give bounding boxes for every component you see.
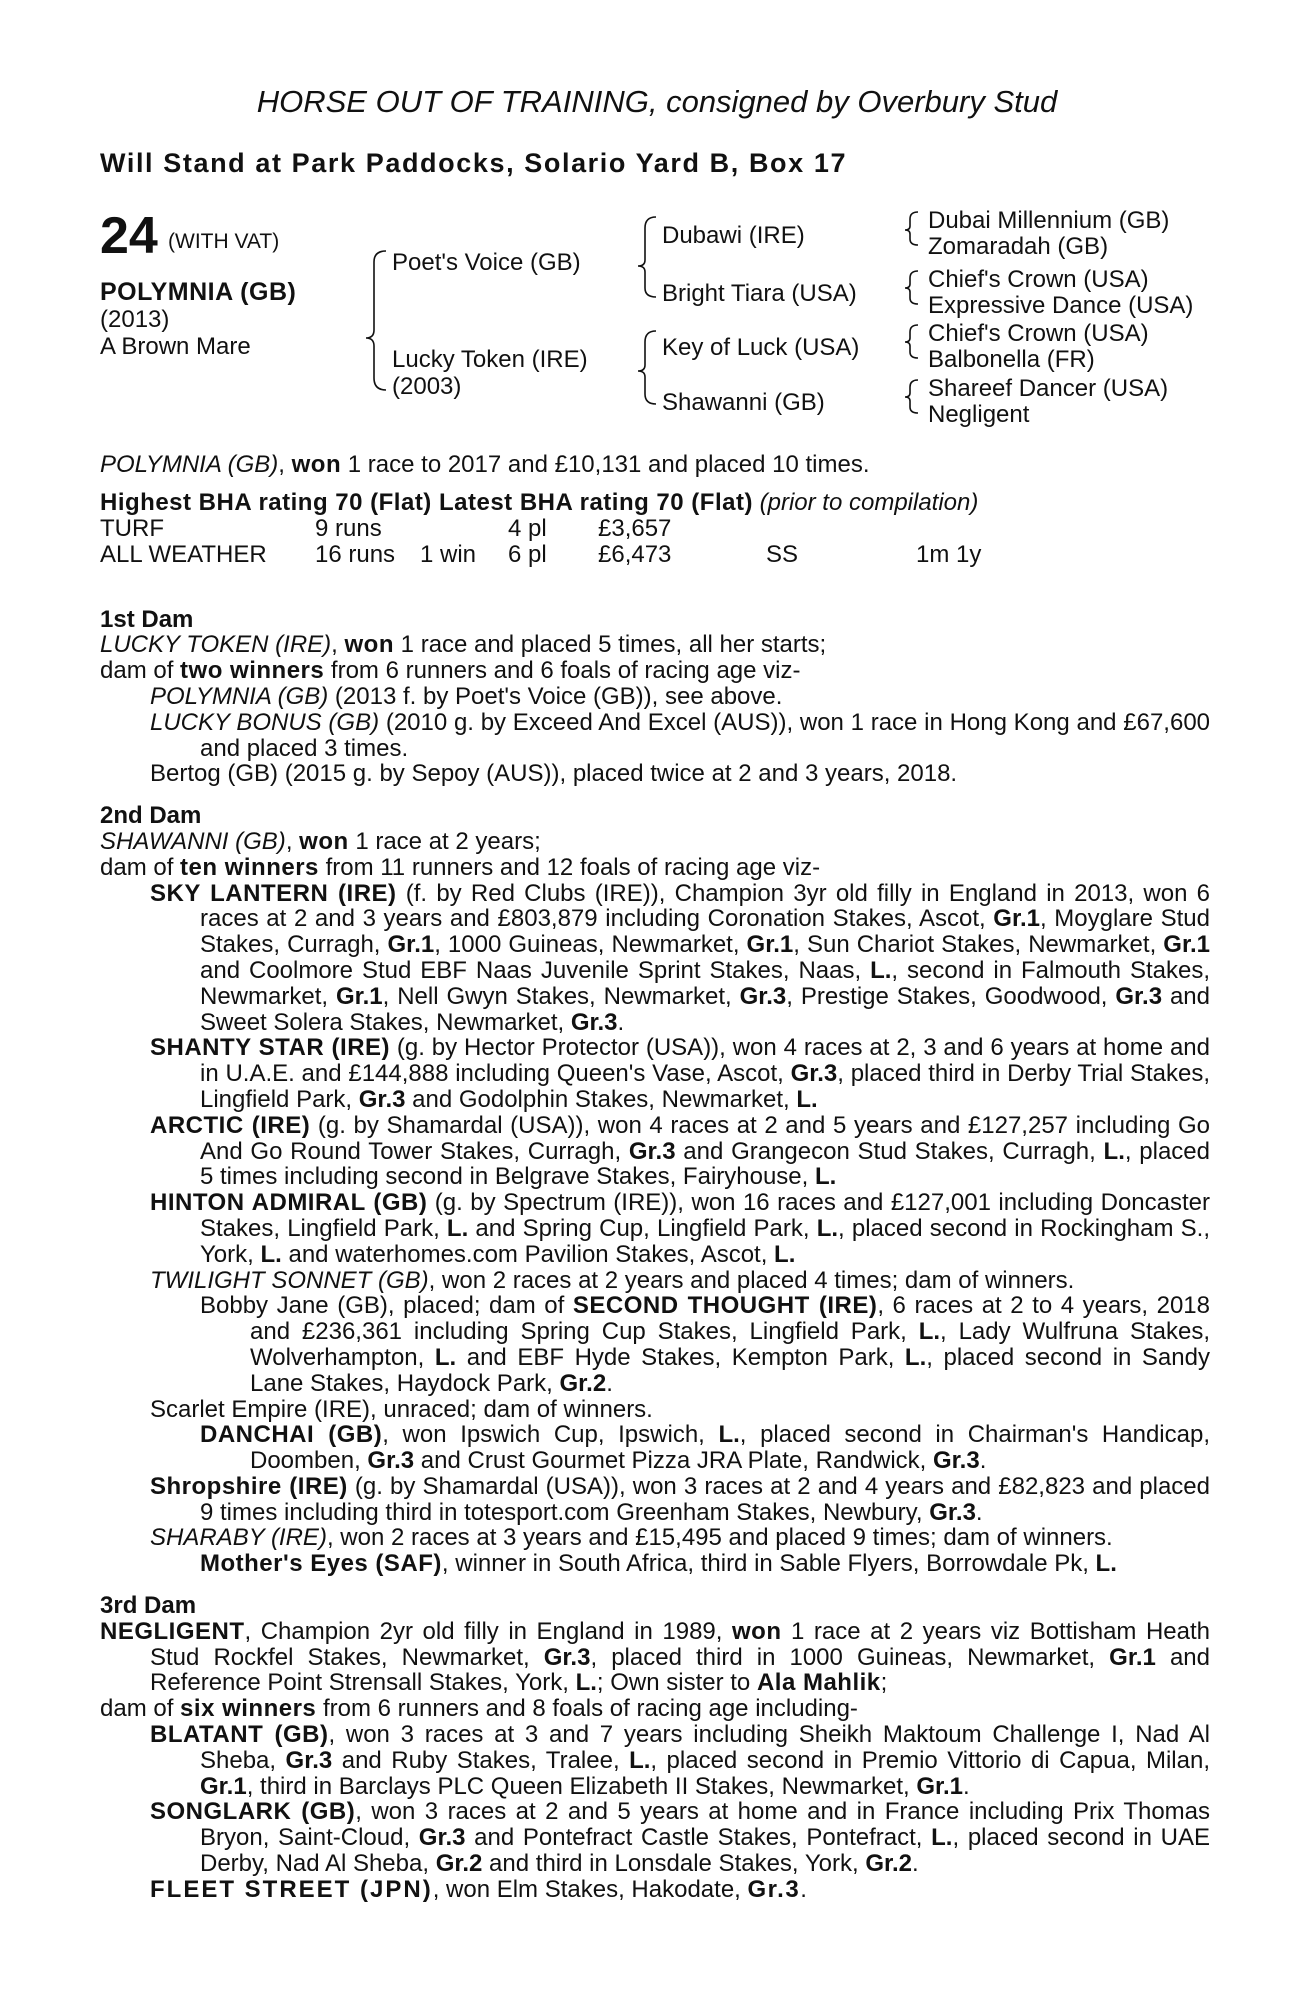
offspring-arctic: ARCTIC (IRE) (g. by Shamardal (USA)), won 4 races at 2 and 5 years and £127,257 including Go And Go Round Tower Stakes, Curragh, Gr.3 and Grangecon Stud Stakes, Curragh, L., placed 5 times including second in Belgrave Stakes, Fairyhouse, L. bbox=[150, 1111, 1210, 1191]
offspring-songlark: SONGLARK (GB), won 3 races at 2 and 5 years at home and in France including Prix Thomas Bryon, Saint-Cloud, Gr.3 and Pontefract Castle Stakes, Pontefract, L., placed second in UAE Derby, Nad Al Sheba, Gr.2 and third in Lonsdale Stakes, York, Gr.2. bbox=[150, 1798, 1211, 1878]
second-dam-record: SHAWANNI (GB), won 1 race at 2 years; bbox=[100, 827, 541, 855]
pedigree-dam-sire: Key of Luck (USA) bbox=[662, 334, 860, 361]
aw-wins: 1 win bbox=[420, 540, 477, 568]
pedigree-dam: Lucky Token (IRE) bbox=[392, 346, 588, 373]
aw-earnings: £6,473 bbox=[598, 540, 672, 568]
offspring-twilight-sonnet: TWILIGHT SONNET (GB), won 2 races at 2 years and placed 4 times; dam of winners. bbox=[150, 1266, 1075, 1294]
offspring-blatant: BLATANT (GB), won 3 races at 3 and 7 years including Sheikh Maktoum Challenge I, Nad Al Sheba, Gr.3 and Ruby Stakes, Tralee, L., placed second in Premio Vittorio di Capua, Milan, Gr.1, third in Barclays PLC Queen Elizabeth II Stakes, Newmarket, Gr.1. bbox=[150, 1721, 1210, 1800]
pedigree-g3: Chief's Crown (USA) bbox=[928, 266, 1149, 293]
pedigree-g4: Expressive Dance (USA) bbox=[928, 292, 1194, 319]
aw-runs: 16 runs bbox=[315, 540, 396, 568]
stand-location: Will Stand at Park Paddocks, Solario Yard B, Box 17 bbox=[100, 148, 848, 178]
pedigree-dam-year: (2003) bbox=[392, 373, 462, 400]
first-dam-offspring-2: LUCKY BONUS (GB) (2010 g. by Exceed And Excel (AUS)), won 1 race in Hong Kong and £67,600 and placed 3 times. bbox=[150, 708, 1211, 762]
bracket-dam-line bbox=[638, 331, 656, 404]
aw-placed: 6 pl bbox=[508, 540, 547, 568]
turf-runs: 9 runs bbox=[315, 514, 382, 542]
pedigree-sire: Poet's Voice (GB) bbox=[392, 249, 581, 276]
first-dam-offspring-1: POLYMNIA (GB) (2013 f. by Poet's Voice (GB)), see above. bbox=[150, 682, 783, 710]
second-dam-produce: dam of ten winners from 11 runners and 12 foals of racing age viz- bbox=[100, 853, 821, 881]
turf-label: TURF bbox=[100, 514, 164, 542]
third-dam-record: NEGLIGENT, Champion 2yr old filly in England in 1989, won 1 race at 2 years viz Bottisham Heath Stud Rockfel Stakes, Newmarket, Gr.3, placed third in 1000 Guineas, Newmarket, Gr.1 and Reference Point Strensall Stakes, York, L.; Own sister to Ala Mahlik; bbox=[100, 1617, 1210, 1697]
grand-offspring-danchai: DANCHAI (GB), won Ipswich Cup, Ipswich, L., placed second in Chairman's Handicap, Doomben, Gr.3 and Crust Gourmet Pizza JRA Plate, Randwick, Gr.3. bbox=[200, 1421, 1211, 1475]
turf-placed: 4 pl bbox=[508, 514, 547, 542]
pedigree-dam-dam: Shawanni (GB) bbox=[662, 389, 825, 416]
pedigree-g2: Zomaradah (GB) bbox=[928, 233, 1109, 260]
catalogue-body bbox=[100, 452, 1210, 1903]
horse-name: POLYMNIA (GB) bbox=[100, 278, 297, 306]
pedigree-g7: Shareef Dancer (USA) bbox=[928, 375, 1169, 402]
second-dam-heading: 2nd Dam bbox=[100, 802, 202, 830]
pedigree-g6: Balbonella (FR) bbox=[928, 346, 1095, 373]
offspring-scarlet-empire: Scarlet Empire (IRE), unraced; dam of winners. bbox=[150, 1395, 653, 1423]
bracket-g1 bbox=[905, 212, 918, 245]
first-dam-record: LUCKY TOKEN (IRE), won 1 race and placed 5 times, all her starts; bbox=[100, 631, 827, 659]
consignor-header: HORSE OUT OF TRAINING, consigned by Overbury Stud bbox=[256, 84, 1058, 119]
bracket-g4 bbox=[905, 380, 918, 413]
aw-distance: 1m 1y bbox=[916, 540, 982, 568]
grand-offspring-mothers-eyes: Mother's Eyes (SAF), winner in South Africa, third in Sable Flyers, Borrowdale Pk, L. bbox=[200, 1550, 1117, 1578]
grand-offspring-bobby-jane: Bobby Jane (GB), placed; dam of SECOND THOUGHT (IRE), 6 races at 2 to 4 years, 2018 and £236,361 including Spring Cup Stakes, Lingfield Park, L., Lady Wulfruna Stakes, Wolverhampton, L. and EBF Hyde Stakes, Kempton Park, L., placed second in Sandy Lane Stakes, Haydock Park, Gr.2. bbox=[200, 1292, 1210, 1397]
pedigree-g8: Negligent bbox=[928, 401, 1030, 428]
turf-earnings: £3,657 bbox=[598, 514, 672, 542]
pedigree-g1: Dubai Millennium (GB) bbox=[928, 207, 1170, 234]
first-dam-heading: 1st Dam bbox=[100, 605, 194, 633]
pedigree-sire-dam: Bright Tiara (USA) bbox=[662, 280, 857, 307]
offspring-shropshire: Shropshire (IRE) (g. by Shamardal (USA)), won 3 races at 2 and 4 years and £82,823 and placed 9 times including third in totesport.com Greenham Stakes, Newbury, Gr.3. bbox=[150, 1472, 1210, 1526]
first-dam-offspring-3: Bertog (GB) (2015 g. by Sepoy (AUS)), placed twice at 2 and 3 years, 2018. bbox=[150, 760, 958, 788]
bracket-sire-dam bbox=[366, 251, 386, 390]
lot-number: 24 bbox=[100, 207, 158, 265]
aw-label: ALL WEATHER bbox=[100, 540, 267, 568]
offspring-sharaby: SHARABY (IRE), won 2 races at 3 years and £15,495 and placed 9 times; dam of winners. bbox=[150, 1524, 1113, 1552]
third-dam-heading: 3rd Dam bbox=[100, 1592, 197, 1620]
offspring-fleet-street: FLEET STREET (JPN), won Elm Stakes, Hakodate, Gr.3. bbox=[150, 1875, 807, 1903]
first-dam-produce: dam of two winners from 6 runners and 6 foals of racing age viz- bbox=[100, 657, 801, 685]
bracket-g2 bbox=[905, 271, 918, 304]
offspring-sky-lantern: SKY LANTERN (IRE) (f. by Red Clubs (IRE)), Champion 3yr old filly in England in 2013, won 6 races at 2 and 3 years and £803,879 including Coronation Stakes, Ascot, Gr.1, Moyglare Stud Stakes, Curragh, Gr.1, 1000 Guineas, Newmarket, Gr.1, Sun Chariot Stakes, Newmarket, Gr.1 and Coolmore Stud EBF Naas Juvenile Sprint Stakes, Naas, L., second in Falmouth Stakes, Newmarket, Gr.1, Nell Gwyn Stakes, Newmarket, Gr.3, Prestige Stakes, Goodwood, Gr.3 and Sweet Solera Stakes, Newmarket, Gr.3. bbox=[150, 879, 1211, 1036]
offspring-hinton-admiral: HINTON ADMIRAL (GB) (g. by Spectrum (IRE)), won 16 races and £127,001 including Doncaster Stakes, Lingfield Park, L. and Spring Cup, Lingfield Park, L., placed second in Rockingham S., York, L. and waterhomes.com Pavilion Stakes, Ascot, L. bbox=[150, 1189, 1210, 1268]
third-dam-produce: dam of six winners from 6 runners and 8 foals of racing age including- bbox=[100, 1695, 858, 1723]
bha-ratings: Highest BHA rating 70 (Flat) Latest BHA rating 70 (Flat) (prior to compilation) bbox=[100, 488, 979, 516]
bracket-sire-line bbox=[638, 217, 656, 297]
bracket-g3 bbox=[905, 325, 918, 358]
horse-year: (2013) bbox=[100, 306, 170, 333]
offspring-shanty-star: SHANTY STAR (IRE) (g. by Hector Protector (USA)), won 4 races at 2, 3 and 6 years at home and in U.A.E. and £144,888 including Queen's Vase, Ascot, Gr.3, placed third in Derby Trial Stakes, Lingfield Park, Gr.3 and Godolphin Stakes, Newmarket, L. bbox=[150, 1034, 1211, 1113]
pedigree-sire-sire: Dubawi (IRE) bbox=[662, 222, 805, 249]
horse-description: A Brown Mare bbox=[100, 333, 251, 360]
aw-surface: SS bbox=[766, 540, 799, 568]
vat-note: (WITH VAT) bbox=[168, 230, 280, 253]
race-record-table bbox=[100, 516, 1210, 594]
pedigree-g5: Chief's Crown (USA) bbox=[928, 320, 1149, 347]
race-summary: POLYMNIA (GB), won 1 race to 2017 and £10,131 and placed 10 times. bbox=[100, 451, 870, 478]
